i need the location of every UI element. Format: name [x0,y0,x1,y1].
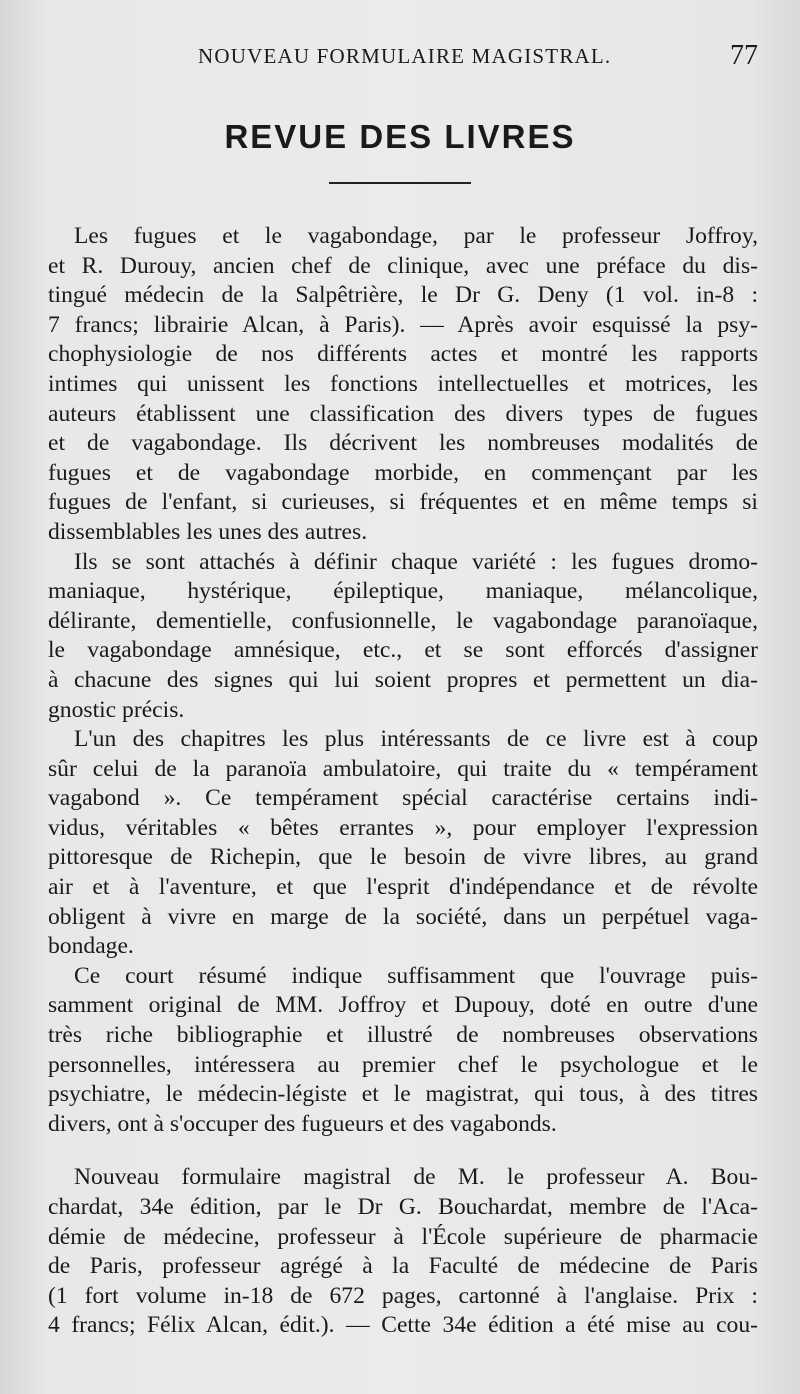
text-line: fugues de l'enfant, si curieuses, si fréquentes et en même temps si [48,489,758,516]
text-line: maniaque, hystérique, épileptique, maniaque, mélancolique, [48,578,758,605]
text-line: délirante, dementielle, confusionnelle, le vagabondage paranoïaque, [48,607,758,634]
section-gap [48,1139,758,1163]
page-number: 77 [730,40,758,71]
title-rule [329,182,471,184]
text-line: divers, ont à s'occuper des fugueurs et des vagabonds. [48,1110,557,1137]
text-line: le vagabondage amnésique, etc., et se sont efforcés d'assigner [48,637,758,664]
text-line: personnelles, intéressera au premier chef le psychologue et le [48,1051,758,1078]
text-line: démie de médecine, professeur à l'École supérieure de pharmacie [48,1223,758,1250]
text-line: vagabond ». Ce tempérament spécial caractérise certains indi- [48,785,758,812]
text-line: de Paris, professeur agrégé à la Faculté de médecine de Paris [48,1253,758,1280]
text-line: auteurs établissent une classification des divers types de fugues [48,400,758,427]
text-line: fugues et de vagabondage morbide, en commençant par les [48,459,758,486]
text-line: obligent à vivre en marge de la société, dans un perpétuel vaga- [48,903,758,930]
text-line: gnostic précis. [48,696,185,723]
text-line: 4 francs; Félix Alcan, édit.). — Cette 34e édition a été mise au cou- [48,1312,758,1339]
text-line: et R. Durouy, ancien chef de clinique, avec une préface du dis- [48,252,758,279]
text-line: Les fugues et le vagabondage, par le professeur Joffroy, [74,223,758,249]
text-line: samment original de MM. Joffroy et Dupouy, doté en outre d'une [48,992,758,1019]
text-line: air et à l'aventure, et que l'esprit d'indépendance et de révolte [48,874,758,901]
text-line: dissemblables les unes des autres. [48,518,368,545]
text-line: bondage. [48,933,134,960]
text-line: L'un des chapitres les plus intéressants de ce livre est à coup [74,726,758,753]
running-head-title: NOUVEAU FORMULAIRE MAGISTRAL. [198,44,612,68]
text-line: très riche bibliographie et illustré de nombreuses observations [48,1022,758,1049]
text-line: Ils se sont attachés à définir chaque variété : les fugues dromo- [74,548,758,575]
text-line: à chacune des signes qui lui soient propres et permettent un dia- [48,666,758,693]
text-line: intimes qui unissent les fonctions intellectuelles et motrices, les [48,370,758,397]
section-title: REVUE DES LIVRES [224,118,576,155]
text-line: vidus, véritables « bêtes errantes », pour employer l'expression [48,814,758,841]
text-line: psychiatre, le médecin-légiste et le magistrat, qui tous, à des titres [48,1081,758,1108]
text-line: et de vagabondage. Ils décrivent les nombreuses modalités de [48,430,758,457]
text-line: tingué médecin de la Salpêtrière, le Dr G. Deny (1 vol. in-8 : [48,282,758,309]
running-head [48,40,758,74]
text-line: pittoresque de Richepin, que le besoin de vivre libres, au grand [48,844,758,871]
text-line: chophysiologie de nos différents actes et montré les rapports [48,341,758,368]
text-line: 7 francs; librairie Alcan, à Paris). — Après avoir esquissé la psy- [48,311,758,338]
text-line: chardat, 34e édition, par le Dr G. Bouchardat, membre de l'Aca- [48,1194,758,1220]
text-line: sûr celui de la paranoïa ambulatoire, qui traite du « tempérament [48,755,758,782]
text-line: Ce court résumé indique suffisamment que l'ouvrage puis- [74,962,758,989]
body-text [48,222,758,1341]
text-line: Nouveau formulaire magistral de M. le professeur A. Bou- [74,1164,758,1191]
text-line: (1 fort volume in-18 de 672 pages, cartonné à l'anglaise. Prix : [48,1282,758,1309]
